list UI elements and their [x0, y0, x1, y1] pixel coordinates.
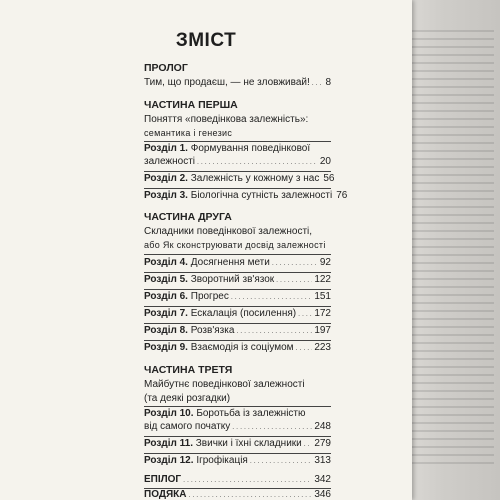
chapter-2[interactable] [144, 173, 335, 184]
chapter-7-title: Ескалація (посилення) [190, 308, 297, 319]
chapter-11[interactable] [144, 438, 331, 449]
chapter-3[interactable] [144, 190, 348, 201]
chapter-4[interactable] [144, 257, 331, 268]
chapter-12[interactable] [144, 455, 331, 466]
chapter-5[interactable] [144, 274, 331, 285]
chapter-6-title: Прогрес [190, 291, 229, 302]
chapter-2-page: 56 [323, 173, 335, 184]
leader-dots [276, 274, 312, 285]
leader-dots [312, 77, 324, 88]
chapter-10-cont[interactable] [144, 421, 331, 432]
chapter-8-title: Розв'язка [190, 325, 235, 336]
chapter-1-cont[interactable] [144, 156, 331, 167]
chapter-5-label: Розділ 5. [144, 274, 188, 285]
chapter-5-page: 122 [314, 274, 331, 285]
chapter-2-title: Залежність у кожному з нас [190, 173, 320, 184]
divider [144, 436, 331, 437]
chapter-12-title: Ігрофікація [196, 455, 248, 466]
leader-dots [231, 291, 312, 302]
chapter-10-label: Розділ 10. [144, 408, 194, 419]
chapter-11-page: 279 [314, 438, 331, 449]
leader-dots [296, 342, 313, 353]
thanks-heading: ПОДЯКА [144, 489, 187, 500]
facing-page-bleed-text [408, 30, 494, 470]
part3-subtitle: Майбутнє поведінкової залежності [144, 379, 305, 390]
part1-heading: ЧАСТИНА ПЕРША [144, 99, 238, 111]
chapter-2-label: Розділ 2. [144, 173, 188, 184]
chapter-1-page: 20 [319, 156, 331, 167]
divider [144, 340, 331, 341]
epilog-entry[interactable] [144, 474, 331, 485]
chapter-6-label: Розділ 6. [144, 291, 188, 302]
divider [144, 254, 331, 255]
divider [144, 453, 331, 454]
chapter-10-title: Боротьба із залежністю [196, 408, 306, 419]
divider [144, 323, 331, 324]
leader-dots [188, 489, 312, 500]
leader-dots [298, 308, 312, 319]
chapter-1-label: Розділ 1. [144, 143, 188, 154]
epilog-page: 342 [314, 474, 331, 485]
divider [144, 141, 331, 142]
part3-subtitle-2: (та деякі розгадки) [144, 393, 231, 404]
chapter-4-page: 92 [319, 257, 331, 268]
leader-dots [272, 257, 318, 268]
leader-dots [250, 455, 312, 466]
chapter-8-label: Розділ 8. [144, 325, 188, 336]
chapter-11-label: Розділ 11. [144, 438, 193, 449]
part2-subtitle: Складники поведінкової залежності, [144, 226, 313, 237]
chapter-9-title: Взаємодія із соціумом [190, 342, 294, 353]
divider [144, 188, 331, 189]
chapter-12-page: 313 [314, 455, 331, 466]
prolog-entry-page: 8 [325, 77, 331, 88]
chapter-1-title: Формування поведінкової [190, 143, 311, 154]
epilog-heading: ЕПІЛОГ [144, 474, 182, 485]
chapter-1[interactable] [144, 143, 331, 154]
chapter-12-label: Розділ 12. [144, 455, 194, 466]
prolog-heading: ПРОЛОГ [144, 62, 188, 74]
leader-dots [304, 438, 313, 449]
chapter-9-page: 223 [314, 342, 331, 353]
chapter-8[interactable] [144, 325, 331, 336]
chapter-4-label: Розділ 4. [144, 257, 188, 268]
chapter-10-title-cont: від самого початку [144, 421, 231, 432]
chapter-10-page: 248 [314, 421, 331, 432]
divider [144, 289, 331, 290]
prolog-entry-text: Тим, що продаєш, — не зловживай! [144, 77, 310, 88]
part3-heading: ЧАСТИНА ТРЕТЯ [144, 364, 233, 376]
chapter-3-page: 76 [336, 190, 348, 201]
chapter-9[interactable] [144, 342, 331, 353]
thanks-entry[interactable] [144, 489, 331, 500]
divider [144, 272, 331, 273]
leader-dots [232, 421, 312, 432]
chapter-6-page: 151 [314, 291, 331, 302]
chapter-3-title: Біологічна сутність залежності [190, 190, 333, 201]
leader-dots [236, 325, 312, 336]
leader-dots [183, 474, 312, 485]
chapter-7[interactable] [144, 308, 331, 319]
leader-dots [197, 156, 318, 167]
chapter-7-page: 172 [314, 308, 331, 319]
chapter-10[interactable] [144, 408, 331, 419]
prolog-entry[interactable] [144, 77, 331, 88]
chapter-6[interactable] [144, 291, 331, 302]
chapter-5-title: Зворотний зв'язок [190, 274, 275, 285]
chapter-1-title-cont: залежності [144, 156, 196, 167]
part1-subtitle-2: семантика і генезис [144, 128, 233, 138]
divider [144, 406, 331, 407]
chapter-3-label: Розділ 3. [144, 190, 188, 201]
divider [144, 306, 331, 307]
chapter-11-title: Звички і їхні складники [195, 438, 302, 449]
facing-page-edge [402, 0, 500, 500]
thanks-page: 346 [314, 489, 331, 500]
part1-subtitle: Поняття «поведінкова залежність»: [144, 114, 309, 125]
page-title: ЗМІСТ [175, 30, 237, 51]
chapter-7-label: Розділ 7. [144, 308, 188, 319]
chapter-8-page: 197 [314, 325, 331, 336]
part2-subtitle-2: або Як сконструювати досвід залежності [144, 240, 326, 250]
chapter-4-title: Досягнення мети [190, 257, 270, 268]
part2-heading: ЧАСТИНА ДРУГА [144, 211, 232, 223]
divider [144, 171, 331, 172]
chapter-9-label: Розділ 9. [144, 342, 188, 353]
